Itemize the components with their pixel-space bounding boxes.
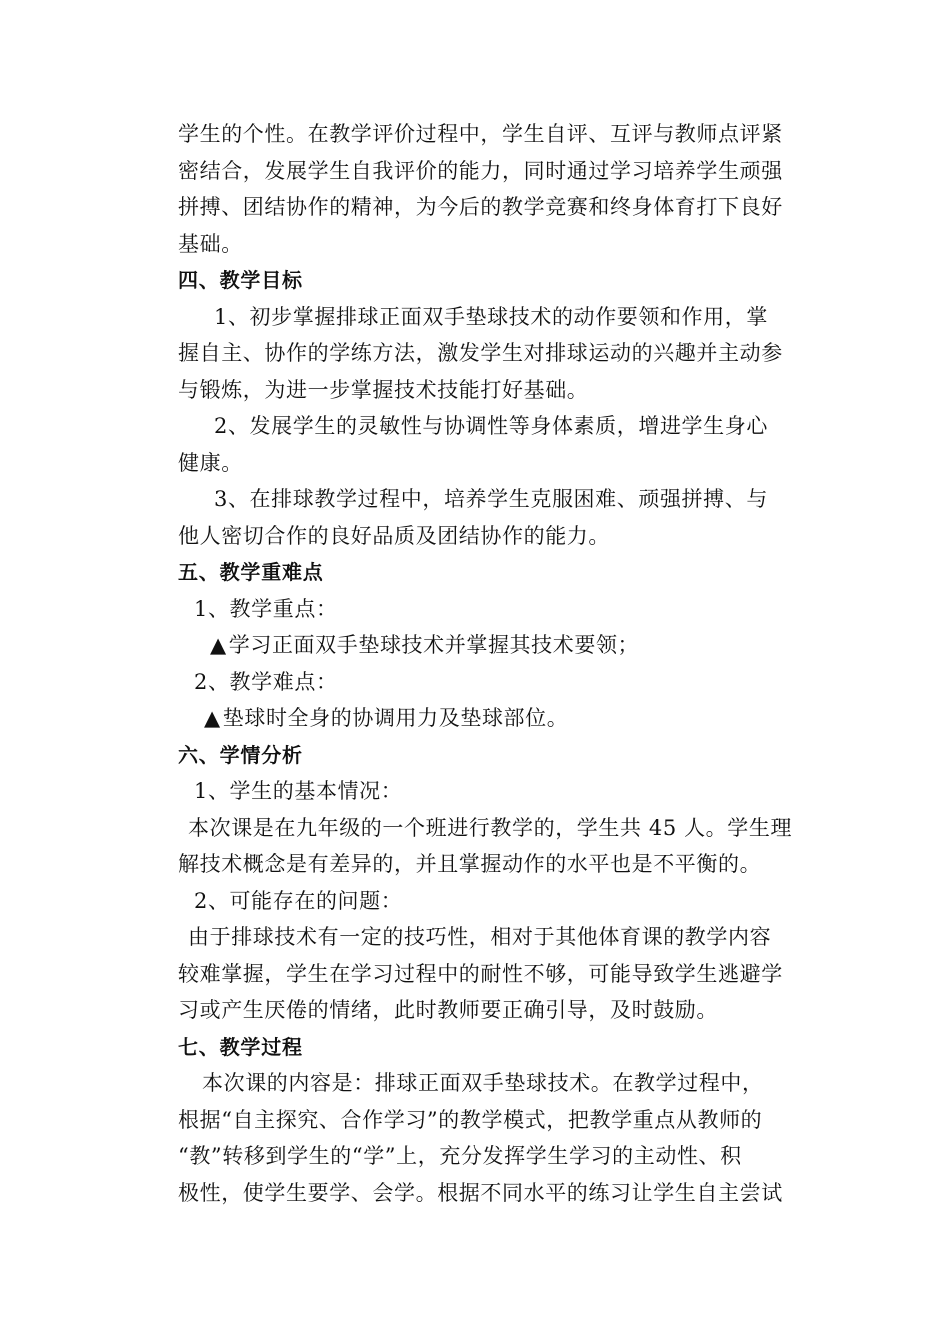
text-line: 1、学生的基本情况： [194,779,403,803]
text-line: 学生的个性。在教学评价过程中，学生自评、互评与教师点评紧 [178,122,783,146]
text-line: 密结合，发展学生自我评价的能力，同时通过学习培养学生顽强 [178,158,783,183]
text-line: 基础。 [178,231,243,256]
bullet-text: 垫球时全身的协调用力及垫球部位。 [222,706,569,730]
text-line: 本次课是在九年级的一个班进行教学的，学生共 45 人。学生理 [188,815,793,840]
text-line: “教”转移到学生的“学”上，充分发挥学生学习的主动性、积 [178,1144,742,1168]
text-line: 与锻炼，为进一步掌握技术技能打好基础。 [178,377,589,402]
text-line: 他人密切合作的良好品质及团结协作的能力。 [178,523,610,548]
bullet-text: 学习正面双手垫球技术并掌握其技术要领； [228,633,640,657]
section-heading-key-points: 五、教学重难点 [178,560,324,584]
text-line: 2、可能存在的问题： [194,888,403,913]
bullet-line [178,700,818,737]
text-line: 握自主、协作的学练方法，激发学生对排球运动的兴趣并主动参 [178,341,783,365]
text-line: 1、教学重点： [194,596,338,621]
section-heading-process: 七、教学过程 [178,1034,303,1059]
text-line: 本次课的内容是：排球正面双手垫球技术。在教学过程中， [202,1071,764,1095]
document-page [178,116,818,1211]
bullet-line [178,627,818,664]
text-line: 2、发展学生的灵敏性与协调性等身体素质，增进学生身心 [214,414,768,438]
text-line: 3、在排球教学过程中，培养学生克服困难、顽强拼搏、与 [214,487,768,511]
text-line: 1、初步掌握排球正面双手垫球技术的动作要领和作用，掌 [214,304,768,329]
text-line: 2、教学难点： [194,669,338,694]
section-heading-goals: 四、教学目标 [178,268,303,292]
text-line: 较难掌握，学生在学习过程中的耐性不够，可能导致学生逃避学 [178,961,783,986]
text-line: 由于排球技术有一定的技巧性，相对于其他体育课的教学内容 [188,925,772,949]
triangle-bullet-icon: ▲ [210,633,227,657]
text-line: 解技术概念是有差异的，并且掌握动作的水平也是不平衡的。 [178,852,762,876]
text-line: 拼搏、团结协作的精神，为今后的教学竞赛和终身体育打下良好 [178,195,783,219]
triangle-bullet-icon: ▲ [204,706,221,730]
section-heading-student-analysis: 六、学情分析 [178,742,303,767]
text-line: 健康。 [178,450,243,475]
text-line: 极性，使学生要学、会学。根据不同水平的练习让学生自主尝试 [178,1180,783,1205]
text-line: 习或产生厌倦的情绪，此时教师要正确引导，及时鼓励。 [178,998,718,1022]
text-line: 根据“自主探究、合作学习”的教学模式，把教学重点从教师的 [178,1107,763,1132]
